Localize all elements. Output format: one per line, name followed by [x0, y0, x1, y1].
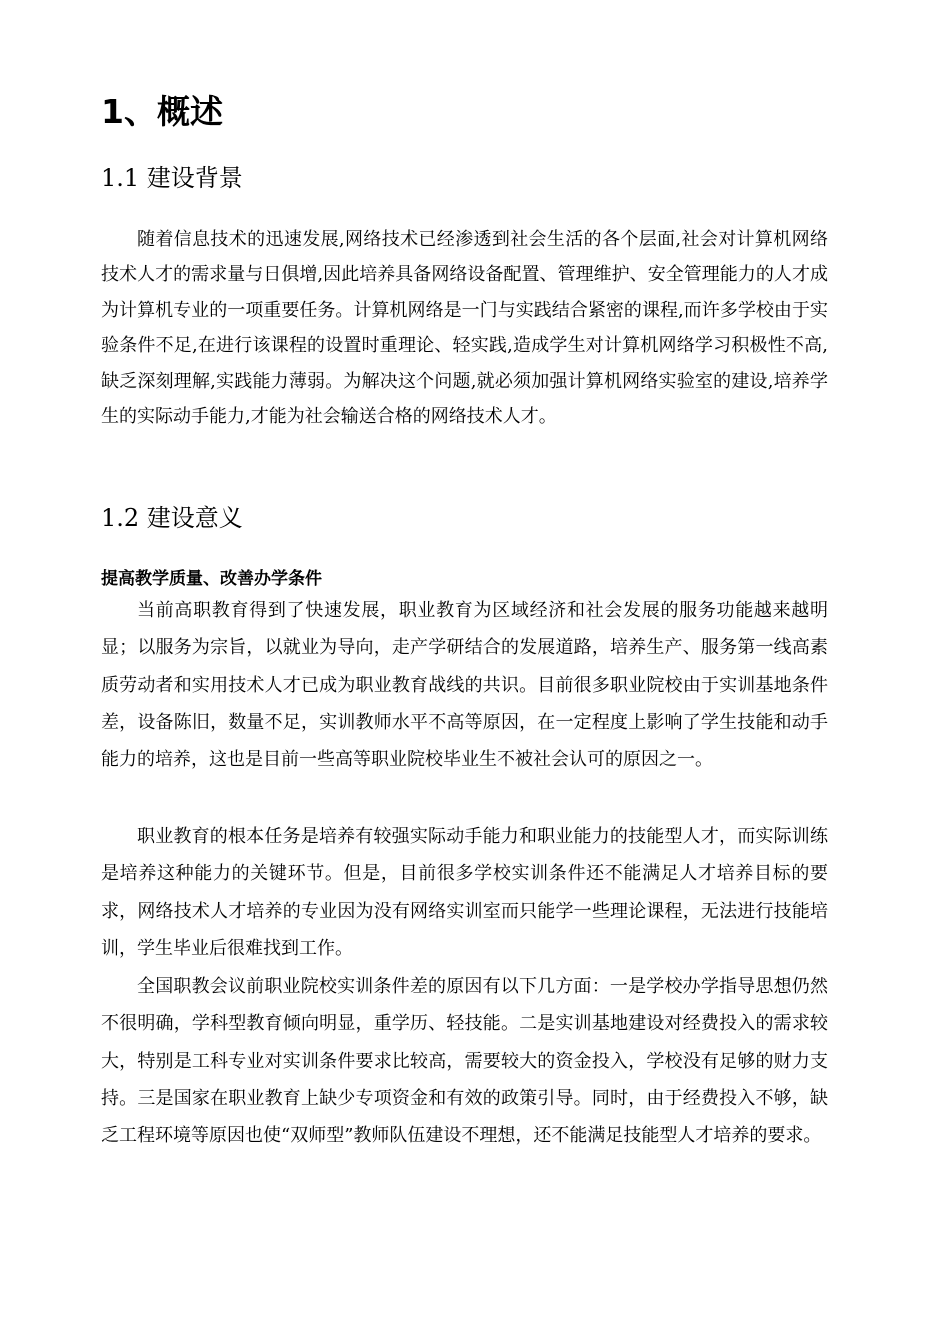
section-title-background: 1.1 建设背景	[101, 164, 243, 192]
section-title-significance: 1.2 建设意义	[101, 504, 243, 532]
background-paragraph: 随着信息技术的迅速发展,网络技术已经渗透到社会生活的各个层面,社会对计算机网络技术人才的需求量与日俱增,因此培养具备网络设备配置、管理维护、安全管理能力的人才成为计算机专业的一项重要任务。计算机网络是一门与实践结合紧密的课程,而许多学校由于实验条件不足,在进行该课程的设置时重理论、轻实践,造成学生对计算机网络学习积极性不高,缺乏深刻理解,实践能力薄弱。为解决这个问题,就必须加强计算机网络实验室的建设,培养学生的实际动手能力,才能为社会输送合格的网络技术人才。	[101, 229, 828, 428]
significance-paragraph-1: 当前高职教育得到了快速发展，职业教育为区域经济和社会发展的服务功能越来越明显；以服务为宗旨，以就业为导向，走产学研结合的发展道路，培养生产、服务第一线高素质劳动者和实用技术人才已成为职业教育战线的共识。目前很多职业院校由于实训基地条件差，设备陈旧，数量不足，实训教师水平不高等原因，在一定程度上影响了学生技能和动手能力的培养，这也是目前一些高等职业院校毕业生不被社会认可的原因之一。	[101, 600, 828, 771]
chapter-heading: 1、概述	[101, 92, 223, 131]
significance-paragraph-3: 全国职教会议前职业院校实训条件差的原因有以下几方面：一是学校办学指导思想仍然不很明确，学科型教育倾向明显，重学历、轻技能。二是实训基地建设对经费投入的需求较大，特别是工科专业对实训条件要求比较高，需要较大的资金投入，学校没有足够的财力支持。三是国家在职业教育上缺少专项资金和有效的政策引导。同时，由于经费投入不够，缺乏工程环境等原因也使“双师型”教师队伍建设不理想，还不能满足技能型人才培养的要求。	[101, 976, 828, 1147]
subheading-improve-quality: 提高教学质量、改善办学条件	[101, 569, 322, 589]
significance-paragraph-2: 职业教育的根本任务是培养有较强实际动手能力和职业能力的技能型人才，而实际训练是培养这种能力的关键环节。但是，目前很多学校实训条件还不能满足人才培养目标的要求，网络技术人才培养的专业因为没有网络实训室而只能学一些理论课程，无法进行技能培训，学生毕业后很难找到工作。	[101, 826, 828, 959]
